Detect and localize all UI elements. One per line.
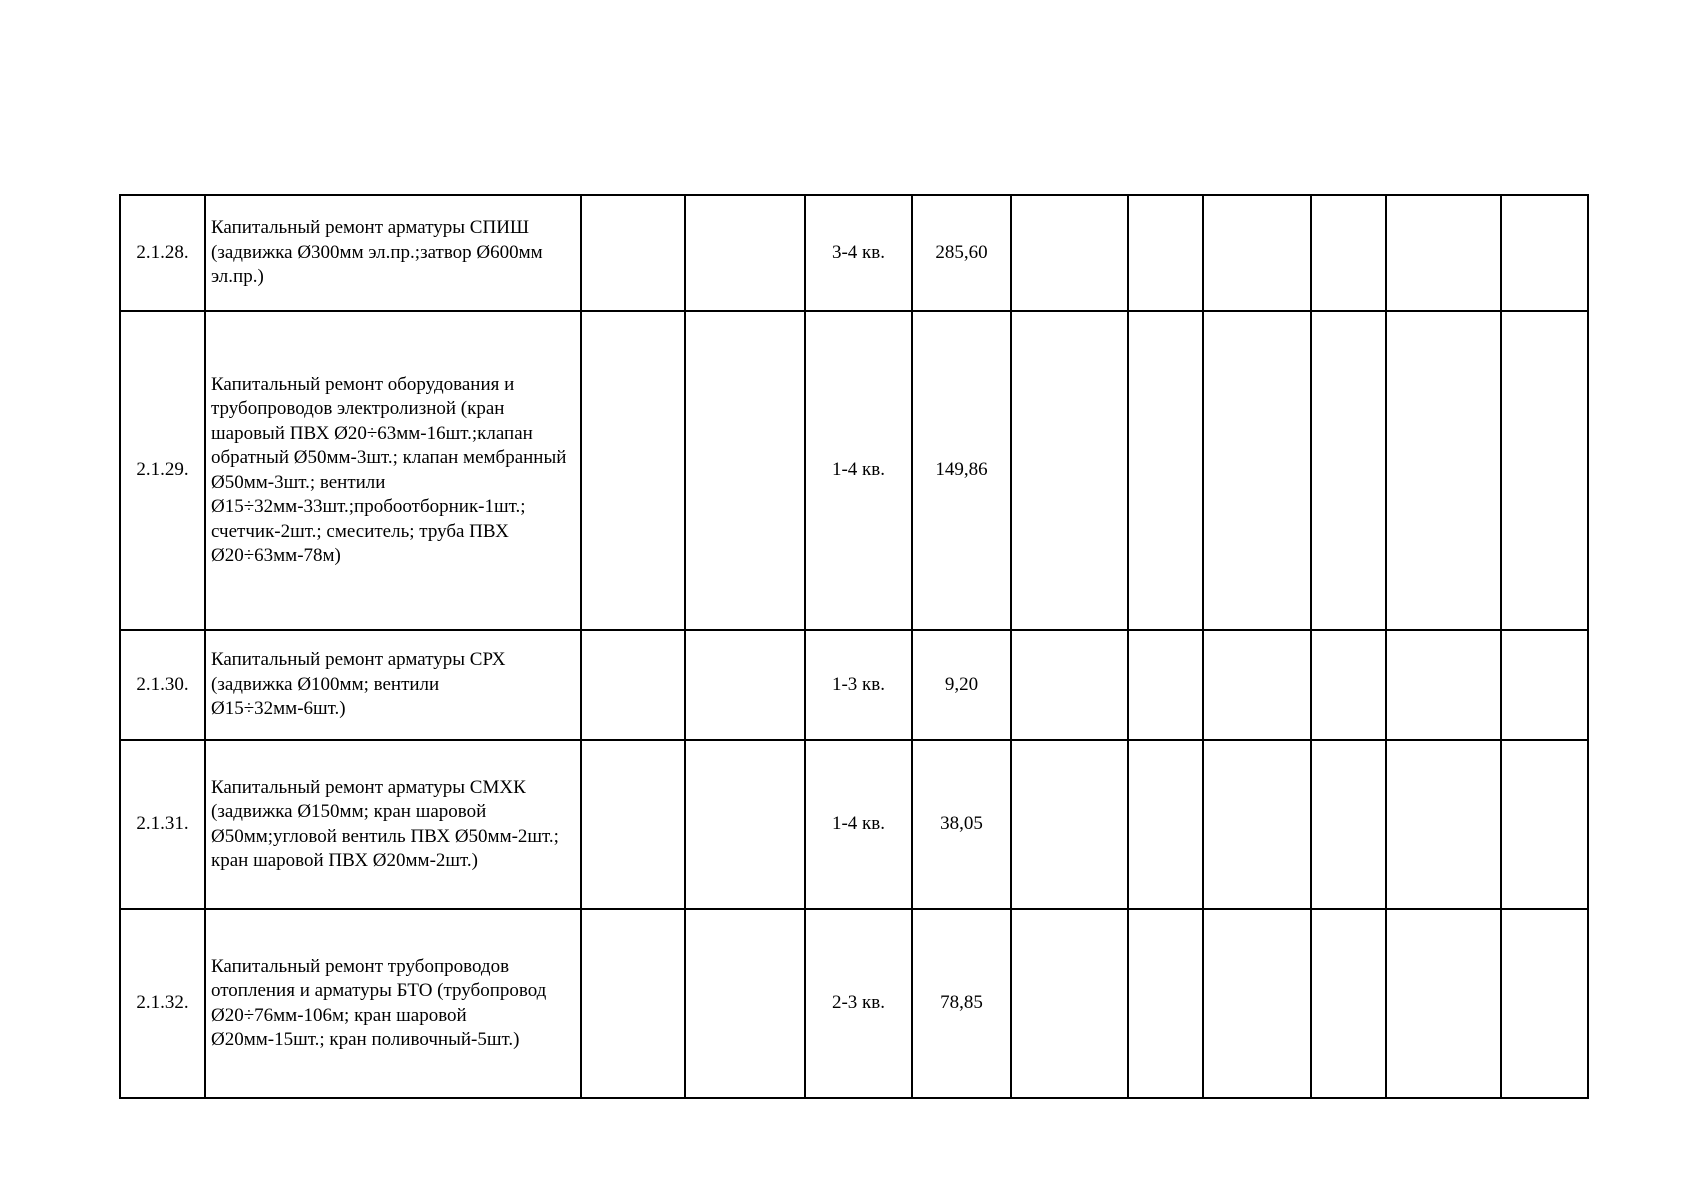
repair-schedule-table xyxy=(119,194,1589,1099)
empty-cell xyxy=(581,311,685,630)
empty-cell xyxy=(1128,311,1203,630)
row-number: 2.1.30. xyxy=(120,630,205,740)
empty-cell xyxy=(1311,311,1386,630)
empty-cell xyxy=(685,195,805,311)
row-amount: 9,20 xyxy=(912,630,1011,740)
empty-cell xyxy=(1203,195,1311,311)
empty-cell xyxy=(1203,909,1311,1098)
empty-cell xyxy=(1128,740,1203,909)
row-period: 3-4 кв. xyxy=(805,195,912,311)
row-period: 1-4 кв. xyxy=(805,311,912,630)
empty-cell xyxy=(1386,909,1501,1098)
empty-cell xyxy=(1501,630,1588,740)
empty-cell xyxy=(1203,311,1311,630)
empty-cell xyxy=(685,740,805,909)
table-row xyxy=(120,630,1588,740)
empty-cell xyxy=(1011,740,1128,909)
row-number: 2.1.31. xyxy=(120,740,205,909)
empty-cell xyxy=(581,630,685,740)
empty-cell xyxy=(1203,630,1311,740)
row-amount: 149,86 xyxy=(912,311,1011,630)
empty-cell xyxy=(581,195,685,311)
row-period: 1-3 кв. xyxy=(805,630,912,740)
empty-cell xyxy=(1386,311,1501,630)
empty-cell xyxy=(1011,630,1128,740)
empty-cell xyxy=(1386,630,1501,740)
row-number: 2.1.28. xyxy=(120,195,205,311)
table-row xyxy=(120,311,1588,630)
row-description: Капитальный ремонт арматуры СПИШ (задвижка Ø300мм эл.пр.;затвор Ø600мм эл.пр.) xyxy=(205,195,581,311)
row-period: 1-4 кв. xyxy=(805,740,912,909)
empty-cell xyxy=(1311,909,1386,1098)
empty-cell xyxy=(1128,909,1203,1098)
row-number: 2.1.32. xyxy=(120,909,205,1098)
row-amount: 78,85 xyxy=(912,909,1011,1098)
row-description: Капитальный ремонт арматуры СМХК (задвижка Ø150мм; кран шаровой Ø50мм;угловой вентиль ПВХ Ø50мм-2шт.; кран шаровой ПВХ Ø20мм-2шт.) xyxy=(205,740,581,909)
empty-cell xyxy=(1311,740,1386,909)
empty-cell xyxy=(685,630,805,740)
empty-cell xyxy=(1128,630,1203,740)
row-amount: 285,60 xyxy=(912,195,1011,311)
empty-cell xyxy=(1311,630,1386,740)
row-description: Капитальный ремонт оборудования и трубопроводов электролизной (кран шаровый ПВХ Ø20÷63мм-16шт.;клапан обратный Ø50мм-3шт.; клапан мембранный Ø50мм-3шт.; вентили Ø15÷32мм-33шт.;пробоотборник-1шт.; счетчик-2шт.; смеситель; труба ПВХ Ø20÷63мм-78м) xyxy=(205,311,581,630)
empty-cell xyxy=(1011,195,1128,311)
empty-cell xyxy=(1311,195,1386,311)
empty-cell xyxy=(1501,740,1588,909)
empty-cell xyxy=(1386,195,1501,311)
empty-cell xyxy=(685,909,805,1098)
empty-cell xyxy=(581,909,685,1098)
row-description: Капитальный ремонт арматуры СРХ (задвижка Ø100мм; вентили Ø15÷32мм-6шт.) xyxy=(205,630,581,740)
empty-cell xyxy=(581,740,685,909)
table-row xyxy=(120,909,1588,1098)
empty-cell xyxy=(1011,909,1128,1098)
row-period: 2-3 кв. xyxy=(805,909,912,1098)
empty-cell xyxy=(685,311,805,630)
row-description: Капитальный ремонт трубопроводов отопления и арматуры БТО (трубопровод Ø20÷76мм-106м; кран шаровой Ø20мм-15шт.; кран поливочный-5шт.) xyxy=(205,909,581,1098)
empty-cell xyxy=(1501,909,1588,1098)
empty-cell xyxy=(1011,311,1128,630)
row-amount: 38,05 xyxy=(912,740,1011,909)
row-number: 2.1.29. xyxy=(120,311,205,630)
table-row xyxy=(120,195,1588,311)
empty-cell xyxy=(1203,740,1311,909)
table-row xyxy=(120,740,1588,909)
empty-cell xyxy=(1501,195,1588,311)
empty-cell xyxy=(1501,311,1588,630)
empty-cell xyxy=(1386,740,1501,909)
empty-cell xyxy=(1128,195,1203,311)
